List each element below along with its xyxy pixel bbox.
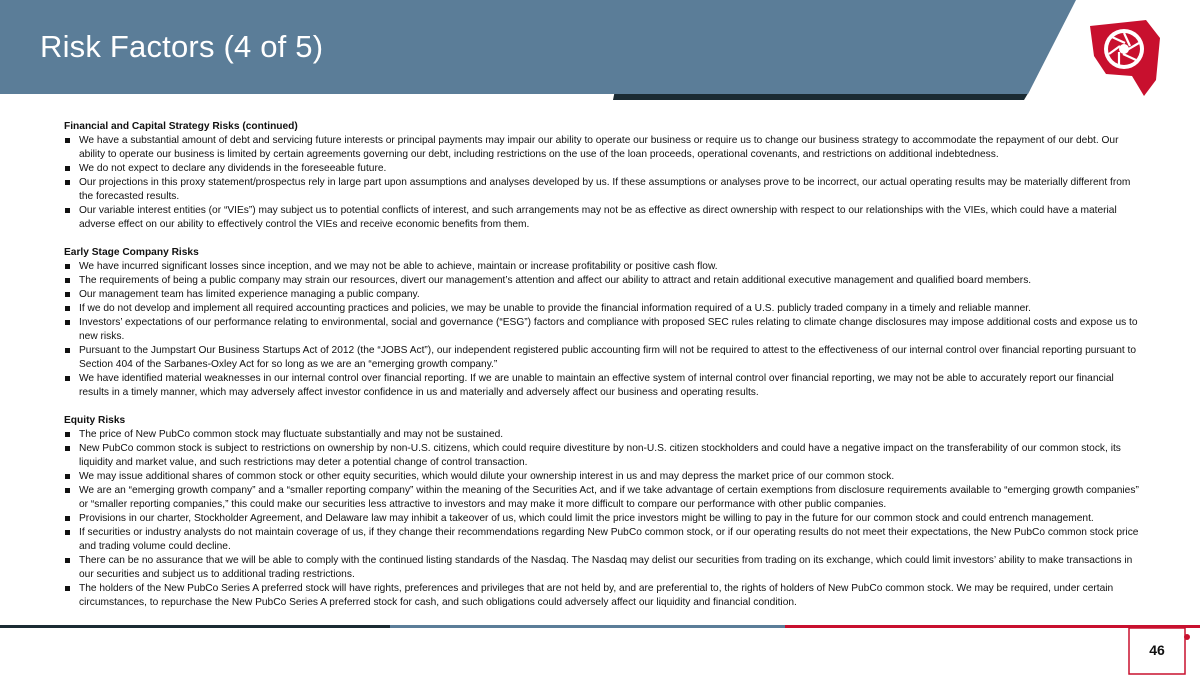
- bullet-list: [64, 260, 1144, 400]
- bullet-item: The holders of the New PubCo Series A preferred stock will have rights, preferences and privileges that are not held by, and are preferential to, the rights of holders of New PubCo common stock. We may be required, under certain circumstances, to repurchase the New PubCo Series A preferred stock for cash, and such obligations could adversely affect our liquidity and financial condition.: [64, 582, 1144, 610]
- bullet-item: We may issue additional shares of common stock or other equity securities, which would dilute your ownership interest in us and may depress the market price of our common stock.: [64, 470, 1144, 484]
- bullet-item: We do not expect to declare any dividends in the foreseeable future.: [64, 162, 1144, 176]
- page-number-dot: [1184, 634, 1190, 640]
- bullet-item: There can be no assurance that we will be able to comply with the continued listing standards of the Nasdaq. The Nasdaq may delist our securities from trading on its exchange, which could limit investors’ ability to make transactions in our securities and subject us to additional trading restrictions.: [64, 554, 1144, 582]
- risk-factors-content: [64, 120, 1144, 624]
- bullet-item: Pursuant to the Jumpstart Our Business Startups Act of 2012 (the “JOBS Act”), our independent registered public accounting firm will not be required to attest to the effectiveness of our internal control over financial reporting pursuant to Section 404 of the Sarbanes-Oxley Act for so long as we are an “emerging growth company.”: [64, 344, 1144, 372]
- section-heading: Equity Risks: [64, 415, 126, 426]
- camera-aperture-shield-logo: [1086, 16, 1166, 98]
- section-heading: Financial and Capital Strategy Risks (continued): [64, 121, 298, 132]
- risk-section: [64, 246, 1144, 400]
- header-banner: [0, 0, 1200, 100]
- page-title: Risk Factors (4 of 5): [40, 29, 324, 64]
- page-number: 46: [1149, 642, 1165, 658]
- bullet-item: Our variable interest entities (or “VIEs”) may subject us to potential conflicts of interest, and such arrangements may not be as effective as direct ownership with respect to our relationships with the VIEs, which could have a material adverse effect on our ability to effectively control the VIEs and receive economic benefits from them.: [64, 204, 1144, 232]
- risk-section: [64, 414, 1144, 610]
- section-heading: Early Stage Company Risks: [64, 247, 199, 258]
- bullet-item: Our management team has limited experience managing a public company.: [64, 288, 1144, 302]
- bullet-list: [64, 428, 1144, 610]
- bullet-item: The price of New PubCo common stock may fluctuate substantially and may not be sustained.: [64, 428, 1144, 442]
- bullet-item: Investors’ expectations of our performance relating to environmental, social and governance (“ESG”) factors and compliance with proposed SEC rules relating to climate change disclosures may impose additional costs and expose us to new risks.: [64, 316, 1144, 344]
- bullet-item: We are an “emerging growth company” and a “smaller reporting company” within the meaning of the Securities Act, and if we take advantage of certain exemptions from disclosure requirements available to “emerging growth companies” or “smaller reporting companies,” this could make our securities less attractive to investors and may make it more difficult to compare our performance with other public companies.: [64, 484, 1144, 512]
- bullet-item: We have a substantial amount of debt and servicing future interests or principal payments may impair our ability to operate our business or require us to change our business strategy to accommodate the repayment of our debt. Our ability to operate our business is limited by certain agreements governing our debt, including restrictions on the use of the loan proceeds, operational covenants, and restrictions on additional indebtedness.: [64, 134, 1144, 162]
- footer-bar: [0, 620, 1200, 675]
- bullet-item: The requirements of being a public company may strain our resources, divert our management’s attention and affect our ability to attract and retain additional executive management and qualified board members.: [64, 274, 1144, 288]
- bullet-item: We have identified material weaknesses in our internal control over financial reporting. If we are unable to maintain an effective system of internal control over financial reporting, we may not be able to accurately report our financial results in a timely manner, which may adversely affect investor confidence in us and materially and adversely affect our business and operating results.: [64, 372, 1144, 400]
- bullet-item: New PubCo common stock is subject to restrictions on ownership by non-U.S. citizens, which could require divestiture by non-U.S. citizen stockholders and could have a negative impact on the transferability of our common stock, its liquidity and market value, and such restrictions may deter a potential change of control transaction.: [64, 442, 1144, 470]
- footer-dark-line: [0, 625, 390, 628]
- footer-blue-line: [390, 625, 785, 628]
- bullet-item: If we do not develop and implement all required accounting practices and policies, we may be unable to provide the financial information required of a U.S. publicly traded company in a timely and reliable manner.: [64, 302, 1144, 316]
- bullet-item: If securities or industry analysts do not maintain coverage of us, if they change their recommendations regarding New PubCo common stock, or if our operating results do not meet their expectations, the New PubCo common stock price and trading volume could decline.: [64, 526, 1144, 554]
- bullet-item: Provisions in our charter, Stockholder Agreement, and Delaware law may inhibit a takeover of us, which could limit the price investors might be willing to pay in the future for our common stock and could entrench management.: [64, 512, 1144, 526]
- bullet-list: [64, 134, 1144, 232]
- bullet-item: Our projections in this proxy statement/prospectus rely in large part upon assumptions and analyses developed by us. If these assumptions or analyses prove to be incorrect, our actual operating results may be materially different from the forecasted results.: [64, 176, 1144, 204]
- bullet-item: We have incurred significant losses since inception, and we may not be able to achieve, maintain or increase profitability or positive cash flow.: [64, 260, 1144, 274]
- risk-section: [64, 120, 1144, 232]
